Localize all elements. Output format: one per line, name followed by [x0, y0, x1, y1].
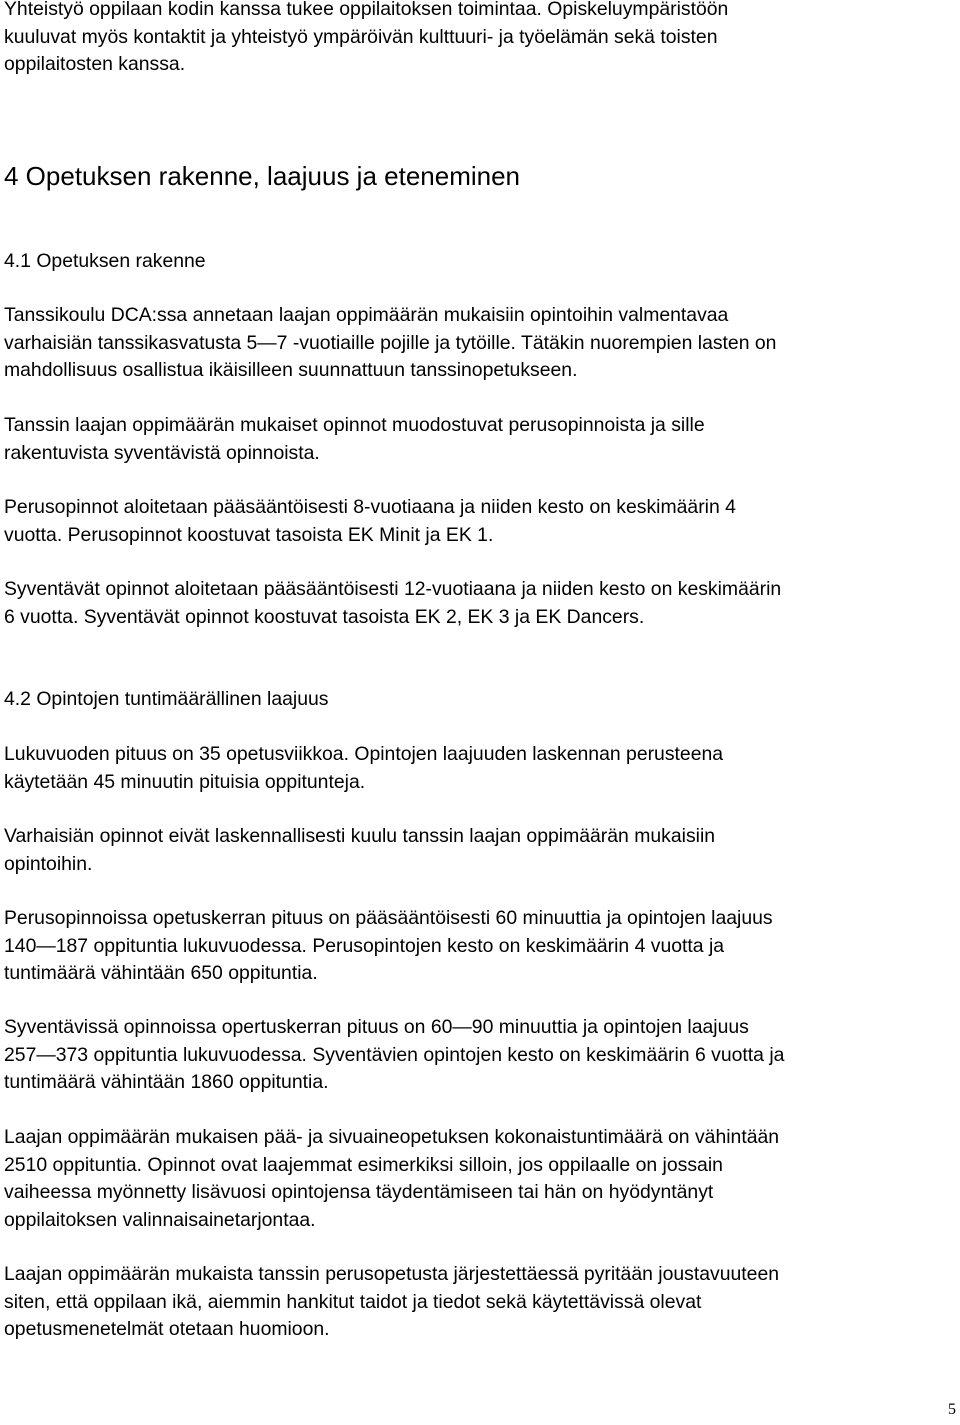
paragraph-4-2-6: Laajan oppimäärän mukaista tanssin perusopetusta järjestettäessä pyritään joustavuuteen siten, että oppilaan ikä, aiemmin hankitut taidot ja tiedot sekä käytettävissä olevat opetusmenetelmät otetaan huomioon. — [4, 1263, 780, 1340]
paragraph-4-2-2: Varhaisiän opinnot eivät laskennallisesti kuulu tanssin laajan oppimäärän mukaisiin opintoihin. — [4, 825, 716, 875]
paragraph-4-1-4: Syventävät opinnot aloitetaan pääsääntöisesti 12-vuotiaana ja niiden kesto on keskimäärin 6 vuotta. Syventävät opinnot koostuvat tasoista EK 2, EK 3 ja EK Dancers. — [4, 578, 782, 628]
section-heading-4: 4 Opetuksen rakenne, laajuus ja eteneminen — [4, 161, 521, 191]
paragraph-4-2-4: Syventävissä opinnoissa opertuskerran pituus on 60—90 minuuttia ja opintojen laajuus 257—373 oppituntia lukuvuodessa. Syventävien opintojen kesto on keskimäärin 6 vuotta ja tuntimäärä vähintään 1860 oppituntia. — [4, 1016, 785, 1093]
paragraph-4-1-2: Tanssin laajan oppimäärän mukaiset opinnot muodostuvat perusopinnoista ja sille rakentuvista syventävistä opinnoista. — [4, 414, 705, 464]
paragraph-4-2-5: Laajan oppimäärän mukaisen pää- ja sivuaineopetuksen kokonaistuntimäärä on vähintään 2510 oppituntia. Opinnot ovat laajemmat esimerkiksi silloin, jos oppilaalle on jossain vaiheessa myönnetty lisävuosi opintojensa täydentämiseen tai hän on hyödyntänyt oppilaitoksen valinnaisainetarjontaa. — [4, 1126, 780, 1231]
paragraph-4-2-1: Lukuvuoden pituus on 35 opetusviikkoa. Opintojen laajuuden laskennan perusteena käytetään 45 minuutin pituisia oppitunteja. — [4, 743, 724, 793]
intro-paragraph: Yhteistyö oppilaan kodin kanssa tukee oppilaitoksen toimintaa. Opiskeluympäristöön kuuluvat myös kontaktit ja yhteistyö ympäröivän kulttuuri- ja työelämän sekä toisten oppilaitosten kanssa. — [4, 0, 729, 75]
paragraph-4-1-1: Tanssikoulu DCA:ssa annetaan laajan oppimäärän mukaisiin opintoihin valmentavaa varhaisiän tanssikasvatusta 5—7 -vuotiaille pojille ja tytöille. Tätäkin nuorempien lasten on mahdollisuus osallistua ikäisilleen suunnattuun tanssinopetukseen. — [4, 304, 777, 381]
paragraph-4-2-3: Perusopinnoissa opetuskerran pituus on pääsääntöisesti 60 minuuttia ja opintojen laajuus 140—187 oppituntia lukuvuodessa. Perusopintojen kesto on keskimäärin 4 vuotta ja tuntimäärä vähintään 650 oppituntia. — [4, 907, 773, 984]
section-heading-4-1: 4.1 Opetuksen rakenne — [4, 250, 206, 272]
page-number: 5 — [948, 1401, 956, 1418]
section-heading-4-2: 4.2 Opintojen tuntimäärällinen laajuus — [4, 688, 329, 710]
paragraph-4-1-3: Perusopinnot aloitetaan pääsääntöisesti 8-vuotiaana ja niiden kesto on keskimäärin 4 vuotta. Perusopinnot koostuvat tasoista EK Minit ja EK 1. — [4, 496, 736, 546]
